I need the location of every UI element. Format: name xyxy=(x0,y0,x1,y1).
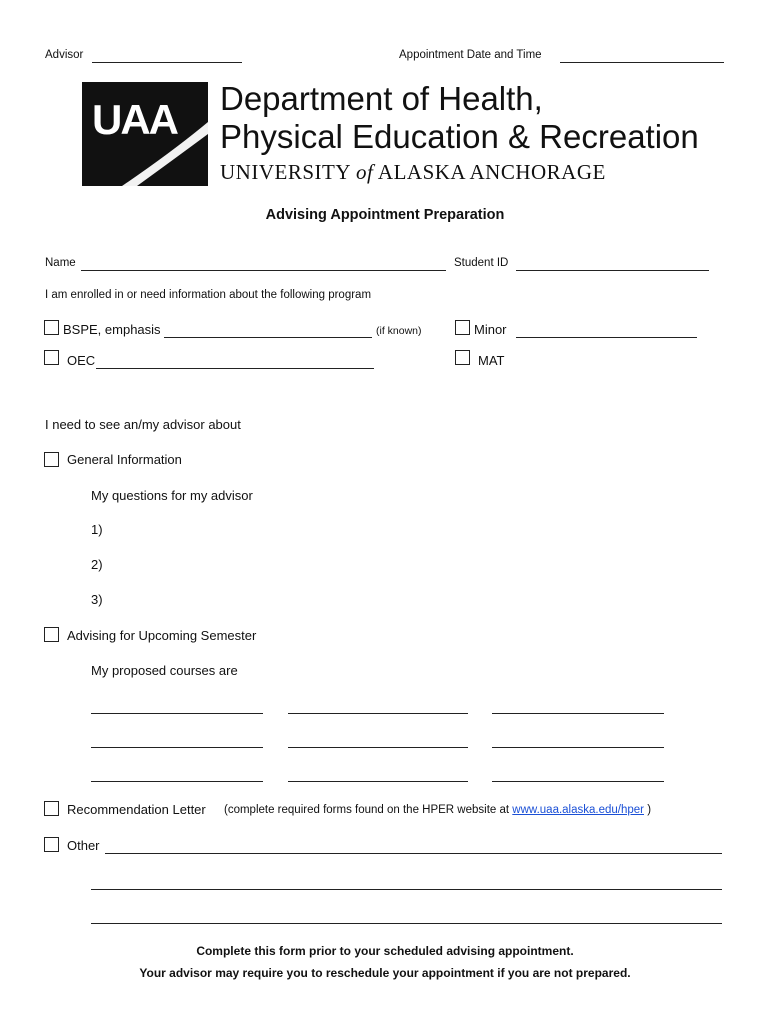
question-1: 1) xyxy=(91,522,103,537)
general-info-label: General Information xyxy=(67,452,182,467)
bspe-checkbox[interactable] xyxy=(44,320,59,335)
if-known-note: (if known) xyxy=(376,325,422,337)
other-field-line-2[interactable] xyxy=(91,889,722,890)
question-2: 2) xyxy=(91,557,103,572)
recommendation-checkbox[interactable] xyxy=(44,801,59,816)
question-3: 3) xyxy=(91,592,103,607)
logo-university: UNIVERSITY xyxy=(220,160,351,184)
bspe-emphasis-field[interactable] xyxy=(164,337,372,338)
name-label: Name xyxy=(45,257,76,269)
course-field[interactable] xyxy=(288,747,468,748)
recommendation-note xyxy=(224,804,651,816)
advisor-prompt: I need to see an/my advisor about xyxy=(45,417,241,432)
uaa-logo xyxy=(82,82,208,186)
logo-line-2: Physical Education & Recreation xyxy=(220,118,699,155)
upcoming-semester-label: Advising for Upcoming Semester xyxy=(67,628,257,643)
oec-label: OEC xyxy=(67,353,96,368)
appointment-field[interactable] xyxy=(560,62,724,63)
recommendation-note-text: (complete required forms found on the HPER website at xyxy=(224,804,510,816)
advisor-label: Advisor xyxy=(45,49,84,61)
course-field[interactable] xyxy=(288,713,468,714)
logo-of: of xyxy=(355,160,374,184)
other-label: Other xyxy=(67,838,100,853)
course-field[interactable] xyxy=(91,713,263,714)
name-field[interactable] xyxy=(81,270,446,271)
student-id-field[interactable] xyxy=(516,270,709,271)
upcoming-semester-checkbox[interactable] xyxy=(44,627,59,642)
course-field[interactable] xyxy=(492,747,664,748)
program-prompt: I am enrolled in or need information about the following program xyxy=(45,289,372,301)
logo-mark: UAA xyxy=(92,96,177,143)
course-field[interactable] xyxy=(288,781,468,782)
mat-label: MAT xyxy=(478,353,505,368)
logo-alaska-anchorage: ALASKA ANCHORAGE xyxy=(377,160,606,184)
oec-field[interactable] xyxy=(96,368,374,369)
advisor-field[interactable] xyxy=(92,62,242,63)
course-field[interactable] xyxy=(91,747,263,748)
logo-line-3 xyxy=(220,160,606,185)
mat-checkbox[interactable] xyxy=(455,350,470,365)
other-field[interactable] xyxy=(105,853,722,854)
recommendation-note-close: ) xyxy=(647,804,652,816)
course-field[interactable] xyxy=(492,713,664,714)
minor-field[interactable] xyxy=(516,337,697,338)
course-field[interactable] xyxy=(91,781,263,782)
other-checkbox[interactable] xyxy=(44,837,59,852)
bspe-label: BSPE, emphasis xyxy=(63,322,161,337)
logo-line-1: Department of Health, xyxy=(220,80,543,117)
form-title: Advising Appointment Preparation xyxy=(265,207,505,223)
courses-label: My proposed courses are xyxy=(91,663,238,678)
oec-checkbox[interactable] xyxy=(44,350,59,365)
footer-line-2: Your advisor may require you to reschedule your appointment if you are not prepared. xyxy=(139,966,631,980)
course-field[interactable] xyxy=(492,781,664,782)
general-info-checkbox[interactable] xyxy=(44,452,59,467)
minor-label: Minor xyxy=(474,322,507,337)
appointment-label: Appointment Date and Time xyxy=(399,49,542,61)
recommendation-label: Recommendation Letter xyxy=(67,802,206,817)
questions-label: My questions for my advisor xyxy=(91,488,253,503)
other-field-line-3[interactable] xyxy=(91,923,722,924)
minor-checkbox[interactable] xyxy=(455,320,470,335)
student-id-label: Student ID xyxy=(454,257,509,269)
hper-website-link[interactable]: www.uaa.alaska.edu/hper xyxy=(512,804,644,816)
footer-line-1: Complete this form prior to your scheduled advising appointment. xyxy=(196,944,574,958)
